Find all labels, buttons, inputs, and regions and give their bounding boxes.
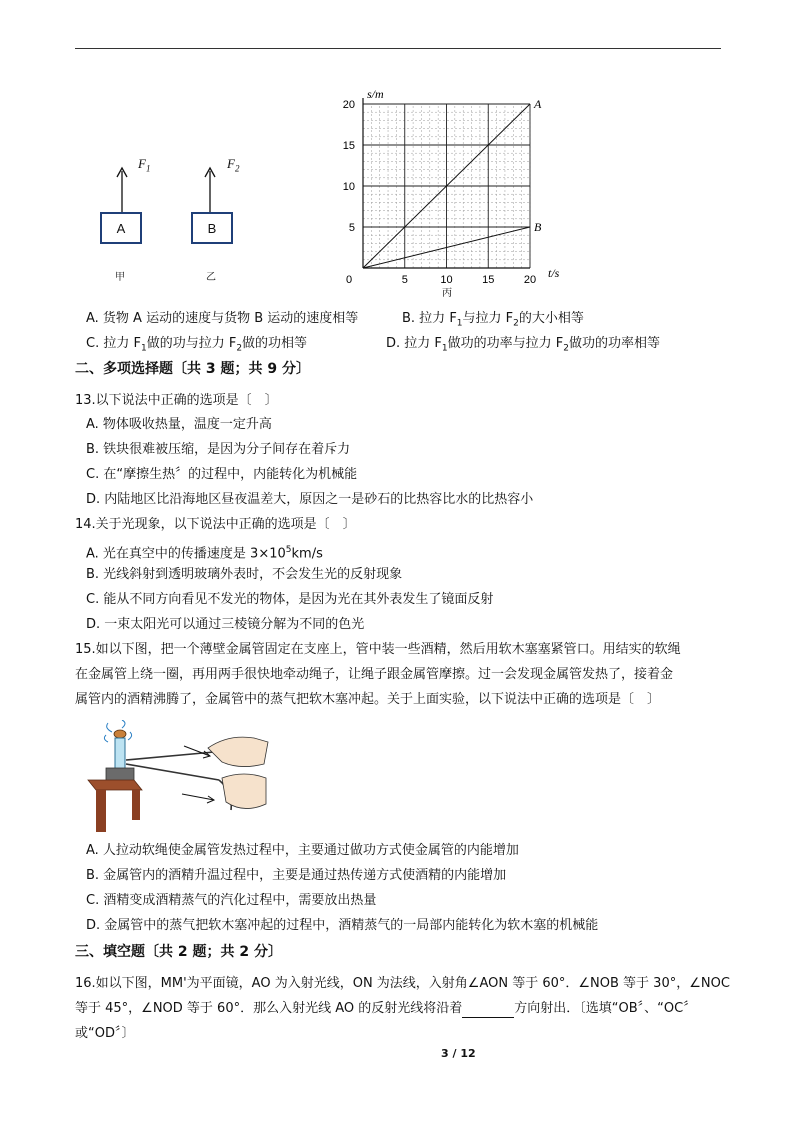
q15-option-b[interactable]: B. 金属管内的酒精升温过程中，主要是通过热传递方式使酒精的内能增加	[86, 868, 507, 883]
q15-stem-line2: 在金属管上绕一圈，再用两手很快地牵动绳子，让绳子跟金属管摩擦。过一会发现金属管发热了，接着金	[75, 667, 674, 682]
header-rule	[75, 48, 721, 49]
q15-option-c[interactable]: C. 酒精变成酒精蒸气的汽化过程中，需要放出热量	[86, 893, 377, 908]
q16-answer-blank[interactable]	[462, 1003, 514, 1018]
section-fill-blank: 三、填空题〔共 2 题；共 2 分〕	[75, 944, 282, 960]
force-arrow-f2	[200, 165, 220, 213]
q14-option-d[interactable]: D. 一束太阳光可以通过三棱镜分解为不同的色光	[86, 617, 365, 632]
x-tick-label: 0	[345, 274, 353, 286]
q13-stem: 13.以下说法中正确的选项是〔 〕	[75, 393, 278, 408]
friction-tube-illustration	[84, 720, 274, 835]
q16-stem-line3: 或“OD〞〕	[75, 1026, 135, 1041]
caption-yi: 乙	[206, 272, 216, 283]
q16-stem-line2: 等于 45°，∠NOD 等于 60°．那么入射光线 AO 的反射光线将沿着 方向射出．〔选填“OB〞、“OC〞	[75, 1001, 697, 1016]
q12-option-d[interactable]: D. 拉力 $F_1$做功的功率与拉力 $F_2$做功的功率相等	[386, 336, 660, 354]
force-label-f1: $F_1$	[138, 156, 151, 174]
q15-option-d[interactable]: D. 金属管中的蒸气把软木塞冲起的过程中，酒精蒸气的一局部内能转化为软木塞的机械能	[86, 918, 599, 933]
y-axis-label: s/m	[367, 87, 384, 101]
x-axis-label: t/s	[548, 266, 560, 280]
section-multi-choice: 二、多项选择题〔共 3 题；共 9 分〕	[75, 361, 310, 377]
x-tick-label: 15	[482, 274, 495, 286]
caption-jia: 甲	[115, 272, 125, 283]
block-b: B	[191, 212, 233, 244]
y-tick-label: 15	[342, 140, 355, 152]
x-tick-label: 10	[440, 274, 453, 286]
q14-option-a[interactable]: A. 光在真空中的传播速度是 $3\times 10^5km/s$	[86, 545, 323, 562]
force-label-f2: $F_2$	[227, 156, 240, 174]
series-label-a: A	[534, 97, 542, 111]
q15-option-a[interactable]: A. 人拉动软绳使金属管发热过程中，主要通过做功方式使金属管的内能增加	[86, 843, 519, 858]
y-tick-label: 20	[342, 99, 355, 111]
q14-option-c[interactable]: C. 能从不同方向看见不发光的物体，是因为光在其外表发生了镜面反射	[86, 592, 494, 607]
page-number: 3 / 12	[441, 1047, 476, 1060]
q12-option-c[interactable]: C. 拉力 $F_1$做的功与拉力 $F_2$做的功相等	[86, 336, 308, 354]
q15-stem-line3: 属管内的酒精沸腾了，金属管中的蒸气把软木塞冲起。关于上面实验，以下说法中正确的选项是〔 〕	[75, 692, 661, 707]
caption-bing: 丙	[442, 288, 452, 299]
q14-stem: 14.关于光现象，以下说法中正确的选项是〔 〕	[75, 517, 356, 532]
q12-option-b[interactable]: B. 拉力 $F_1$与拉力 $F_2$的大小相等	[402, 311, 584, 329]
y-tick-label: 10	[342, 181, 355, 193]
y-tick-label: 5	[348, 222, 355, 234]
block-a: A	[100, 212, 142, 244]
q13-option-c[interactable]: C. 在“摩擦生热〞的过程中，内能转化为机械能	[86, 467, 358, 482]
q13-option-a[interactable]: A. 物体吸收热量，温度一定升高	[86, 417, 272, 432]
series-label-b: B	[534, 220, 542, 234]
q13-option-b[interactable]: B. 铁块很难被压缩，是因为分子间存在着斥力	[86, 442, 351, 457]
x-tick-label: 5	[401, 274, 408, 286]
hand-lower	[222, 774, 266, 809]
q15-stem-line1: 15.如以下图，把一个薄壁金属管固定在支座上，管中装一些酒精，然后用软木塞塞紧管口。用结实的软绳	[75, 642, 681, 657]
q16-stem-line1: 16.如以下图，MM'为平面镜，AO 为入射光线，ON 为法线，入射角∠AON 等于 60°．∠NOB 等于 30°，∠NOC	[75, 976, 730, 991]
q13-option-d[interactable]: D. 内陆地区比沿海地区昼夜温差大，原因之一是砂石的比热容比水的比热容小	[86, 492, 534, 507]
q14-option-b[interactable]: B. 光线斜射到透明玻璃外表时，不会发生光的反射现象	[86, 567, 403, 582]
hand-upper	[208, 737, 268, 766]
st-graph	[330, 80, 570, 300]
x-tick-label: 20	[523, 274, 537, 286]
q12-option-a[interactable]: A. 货物 A 运动的速度与货物 B 运动的速度相等	[86, 311, 359, 326]
force-arrow-f1	[112, 165, 132, 213]
cork	[114, 730, 126, 738]
